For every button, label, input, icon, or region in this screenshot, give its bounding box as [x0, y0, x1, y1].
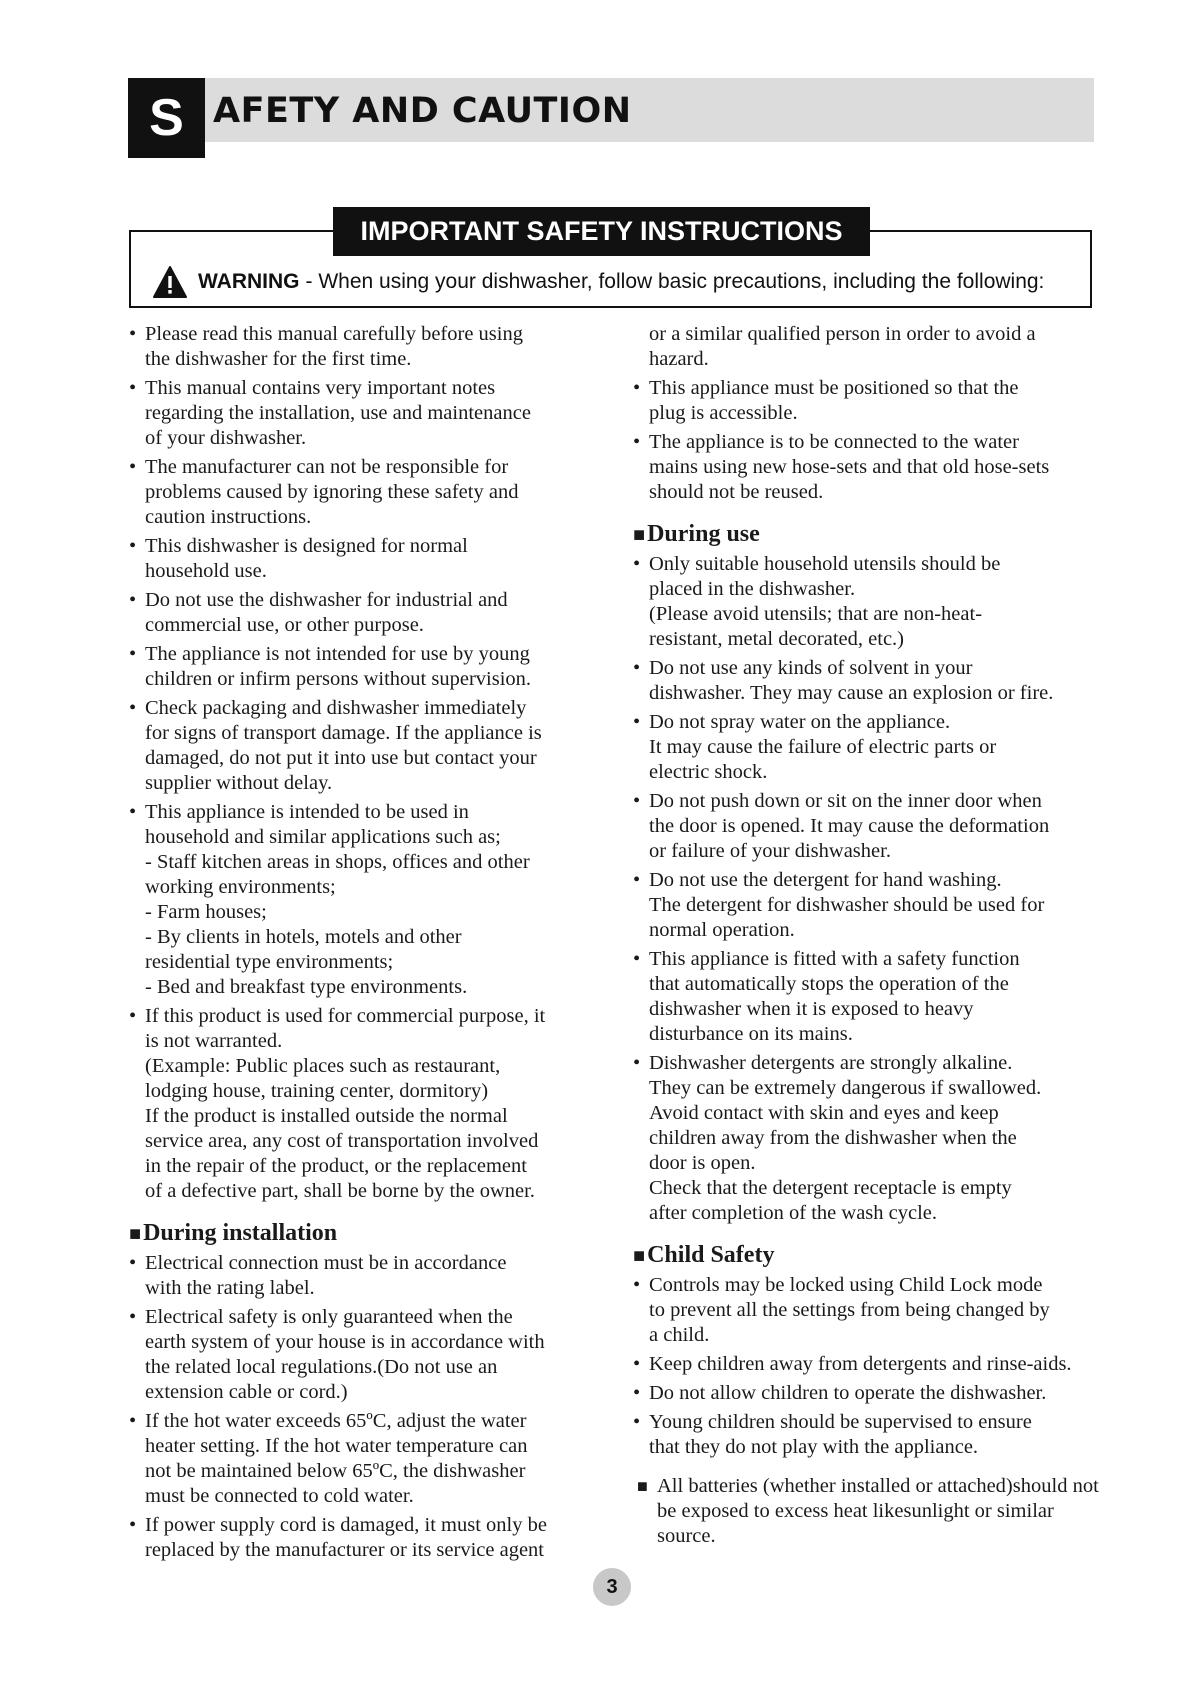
square-bullet-icon: ■: [633, 1245, 646, 1267]
sub-list-item: [145, 900, 601, 925]
bullet-dot-icon: •: [129, 456, 137, 478]
bullet-line: The appliance is not intended for use by young: [145, 643, 530, 665]
bullet-line: Check packaging and dishwasher immediately: [145, 697, 527, 719]
list-item: [633, 1352, 1103, 1377]
bullet-dot-icon: •: [633, 948, 641, 970]
warning-line: [152, 262, 1044, 302]
bullet-line: This dishwasher is designed for normal: [145, 535, 468, 557]
list-item: [129, 376, 601, 451]
bullet-line: or a similar qualified person in order to avoid a: [649, 323, 1036, 345]
list-item: [129, 1251, 601, 1301]
bullet-line: Do not spray water on the appliance.: [649, 711, 951, 733]
bullet-line: (Please avoid utensils; that are non-heat-: [649, 603, 983, 625]
bullet-dot-icon: •: [633, 657, 641, 679]
sub-list-item: [145, 850, 601, 900]
bullet-line: normal operation.: [649, 919, 795, 941]
bullet-line: should not be reused.: [649, 481, 824, 503]
bullet-line: supplier without delay.: [145, 772, 333, 794]
bullet-line: Do not allow children to operate the dishwasher.: [649, 1382, 1047, 1404]
continued-text: [633, 322, 1103, 372]
bullet-dot-icon: •: [129, 1514, 137, 1536]
installation-heading: ■During installation: [129, 1220, 338, 1246]
bullet-line: Check that the detergent receptacle is empty: [649, 1177, 1012, 1199]
bullet-line: commercial use, or other purpose.: [145, 614, 424, 636]
bullet-line: Electrical connection must be in accordance: [145, 1252, 507, 1274]
list-item: [129, 1409, 601, 1509]
bullet-line: regarding the installation, use and maintenance: [145, 402, 531, 424]
bullet-line: Do not use the dishwasher for industrial and: [145, 589, 508, 611]
bullet-line: that they do not play with the appliance.: [649, 1436, 979, 1458]
list-item: [129, 322, 601, 372]
bullet-line: This appliance must be positioned so that the: [649, 377, 1019, 399]
bullet-line: plug is accessible.: [649, 402, 798, 424]
list-item: [633, 376, 1103, 426]
bullet-line: dishwasher. They may cause an explosion or fire.: [649, 682, 1054, 704]
bullet-line: the door is opened. It may cause the deformation: [649, 815, 1050, 837]
bullet-dot-icon: •: [633, 1411, 641, 1433]
bullet-line: resistant, metal decorated, etc.): [649, 628, 904, 650]
bullet-line: replaced by the manufacturer or its service agent: [145, 1539, 544, 1561]
bullet-line: They can be extremely dangerous if swallowed.: [649, 1077, 1042, 1099]
bullet-line: All batteries (whether installed or attached): [657, 1475, 1013, 1497]
bullet-line: The manufacturer can not be responsible for: [145, 456, 509, 478]
page-number: 3: [593, 1568, 631, 1606]
list-item: [633, 710, 1103, 785]
bullet-dot-icon: •: [633, 377, 641, 399]
installation-list: [129, 1251, 601, 1563]
bullet-line: is not warranted.: [145, 1030, 283, 1052]
square-bullet-icon: ■: [633, 524, 646, 546]
bullet-line: Electrical safety is only guaranteed when the: [145, 1306, 513, 1328]
intended-use-bullet: [129, 800, 601, 1000]
warning-text: - When using your dishwasher, follow basic precautions, including the following:: [305, 270, 1045, 293]
bullet-dot-icon: •: [633, 553, 641, 575]
sub-list-line: working environments;: [145, 876, 336, 898]
bullet-dot-icon: •: [129, 377, 137, 399]
bullet-line: Keep children away from detergents and rinse-aids.: [649, 1353, 1072, 1375]
bullet-line: door is open.: [649, 1152, 756, 1174]
bullet-line: If this product is used for commercial purpose, it: [145, 1005, 546, 1027]
bullet-line: children or infirm persons without supervision.: [145, 668, 532, 690]
child-safety-heading: ■Child Safety: [633, 1242, 775, 1268]
bullet-line: household and similar applications such as;: [145, 826, 501, 848]
list-item: [633, 1381, 1103, 1406]
list-item: [129, 1513, 601, 1563]
bullet-line: The detergent for dishwasher should be used for: [649, 894, 1045, 916]
bullet-dot-icon: •: [129, 1252, 137, 1274]
bullet-line: mains using new hose-sets and that old hose-sets: [649, 456, 1050, 478]
list-item: [129, 588, 601, 638]
bullet-line: Young children should be supervised to ensure: [649, 1411, 1032, 1433]
use-list: [633, 552, 1103, 1226]
bullet-line: Only suitable household utensils should be: [649, 553, 1001, 575]
bullet-line: household use.: [145, 560, 267, 582]
bullet-dot-icon: •: [633, 1353, 641, 1375]
bullet-line: or failure of your dishwasher.: [649, 840, 891, 862]
box-title: IMPORTANT SAFETY INSTRUCTIONS: [333, 207, 870, 256]
bullet-line: should not be exposed to excess heat like: [657, 1475, 1099, 1522]
list-item: [633, 868, 1103, 943]
left-column: [129, 322, 601, 1567]
sub-list-item: [145, 975, 601, 1000]
list-item: [129, 1305, 601, 1405]
bullet-line: lodging house, training center, dormitory): [145, 1080, 489, 1102]
bullet-line: damaged, do not put it into use but contact your: [145, 747, 537, 769]
bullet-line: Dishwasher detergents are strongly alkaline.: [649, 1052, 1013, 1074]
list-item: [129, 642, 601, 692]
list-item: [129, 455, 601, 530]
bullet-line: The appliance is to be connected to the water: [649, 431, 1019, 453]
bullet-line: Controls may be locked using Child Lock mode: [649, 1274, 1043, 1296]
page-title: AFETY AND CAUTION: [213, 91, 632, 131]
list-item: [633, 430, 1103, 505]
bullet-dot-icon: •: [633, 1274, 641, 1296]
list-item: [129, 696, 601, 796]
bullet-dot-icon: •: [129, 535, 137, 557]
bullet-dot-icon: •: [129, 323, 137, 345]
bullet-dot-icon: •: [633, 790, 641, 812]
bullet-line: of your dishwasher.: [145, 427, 307, 449]
bullet-line: with the rating label.: [145, 1277, 315, 1299]
header-initial-letter: S: [128, 78, 205, 158]
bullet-line: not be maintained below 65ºC, the dishwasher: [145, 1460, 526, 1482]
bullet-line: This appliance is fitted with a safety function: [649, 948, 1020, 970]
bullet-line: This manual contains very important notes: [145, 377, 496, 399]
bullet-dot-icon: •: [633, 1052, 641, 1074]
bullet-line: It may cause the failure of electric parts or: [649, 736, 997, 758]
bullet-dot-icon: •: [633, 711, 641, 733]
bullet-line: that automatically stops the operation of the: [649, 973, 1009, 995]
bullet-line: If the hot water exceeds 65ºC, adjust the water: [145, 1410, 527, 1432]
child-safety-list: [633, 1273, 1103, 1460]
use-heading: ■During use: [633, 521, 760, 547]
bullet-line: extension cable or cord.): [145, 1381, 348, 1403]
bullet-line: (Example: Public places such as restaurant,: [145, 1055, 501, 1077]
bullet-line: to prevent all the settings from being changed by: [649, 1299, 1050, 1321]
bullet-dot-icon: •: [129, 801, 137, 823]
square-bullet-icon: ■: [637, 1476, 648, 1496]
bullet-line: If the product is installed outside the normal: [145, 1105, 508, 1127]
bullet-line: a child.: [649, 1324, 710, 1346]
sub-list-item: [145, 925, 601, 975]
bullet-dot-icon: •: [129, 589, 137, 611]
bullet-line: the dishwasher for the first time.: [145, 348, 412, 370]
right-column: [633, 322, 1103, 1549]
bullet-line: service area, any cost of transportation involved: [145, 1130, 539, 1152]
bullet-line: disturbance on its mains.: [649, 1023, 853, 1045]
bullet-dot-icon: •: [129, 1005, 137, 1027]
bullet-line: of a defective part, shall be borne by the owner.: [145, 1180, 535, 1202]
list-item: [633, 1273, 1103, 1348]
list-item: [633, 789, 1103, 864]
bullet-line: If power supply cord is damaged, it must only be: [145, 1514, 547, 1536]
bullet-line: placed in the dishwasher.: [649, 578, 856, 600]
list-item: [129, 534, 601, 584]
list-item: [633, 322, 1103, 372]
sub-list-line: - Bed and breakfast type environments.: [145, 976, 468, 998]
bullet-line: must be connected to cold water.: [145, 1485, 414, 1507]
warning-label: WARNING: [198, 270, 300, 293]
bullet-line: sunlight or similar source.: [657, 1500, 1054, 1547]
bullet-line: in the repair of the product, or the replacement: [145, 1155, 527, 1177]
list-item: [633, 1410, 1103, 1460]
bullet-line: heater setting. If the hot water temperature can: [145, 1435, 528, 1457]
bullet-line: This appliance is intended to be used in: [145, 801, 469, 823]
bullet-line: electric shock.: [649, 761, 768, 783]
bullet-dot-icon: •: [129, 1410, 137, 1432]
battery-note: [633, 1474, 1103, 1549]
sub-list-line: - Farm houses;: [145, 901, 267, 923]
bullet-line: earth system of your house is in accordance with: [145, 1331, 545, 1353]
sub-list-line: - Staff kitchen areas in shops, offices and other: [145, 851, 530, 873]
bullet-line: Do not push down or sit on the inner door when: [649, 790, 1042, 812]
square-bullet-icon: ■: [129, 1223, 142, 1245]
bullet-line: Do not use the detergent for hand washing.: [649, 869, 1002, 891]
bullet-line: Avoid contact with skin and eyes and keep: [649, 1102, 999, 1124]
sub-list-line: - By clients in hotels, motels and other: [145, 926, 462, 948]
bullet-line: Please read this manual carefully before using: [145, 323, 523, 345]
list-item: [633, 947, 1103, 1047]
bullet-dot-icon: •: [633, 869, 641, 891]
bullet-line: for signs of transport damage. If the appliance is: [145, 722, 542, 744]
bullet-line: problems caused by ignoring these safety and: [145, 481, 519, 503]
left-bullets: [129, 322, 601, 796]
warning-icon: [152, 265, 188, 299]
bullet-line: children away from the dishwasher when the: [649, 1127, 1017, 1149]
right-top-bullets: [633, 376, 1103, 505]
bullet-line: hazard.: [649, 348, 709, 370]
bullet-line: Do not use any kinds of solvent in your: [649, 657, 973, 679]
bullet-line: caution instructions.: [145, 506, 312, 528]
bullet-line: after completion of the wash cycle.: [649, 1202, 938, 1224]
commercial-use-bullet: [129, 1004, 601, 1204]
bullet-dot-icon: •: [129, 643, 137, 665]
list-item: [633, 552, 1103, 652]
list-item: [633, 1051, 1103, 1226]
bullet-line: dishwasher when it is exposed to heavy: [649, 998, 974, 1020]
bullet-dot-icon: •: [633, 431, 641, 453]
sub-list-line: residential type environments;: [145, 951, 394, 973]
bullet-dot-icon: •: [129, 1306, 137, 1328]
bullet-dot-icon: •: [129, 697, 137, 719]
bullet-dot-icon: •: [633, 1382, 641, 1404]
list-item: [633, 656, 1103, 706]
bullet-line: the related local regulations.(Do not use an: [145, 1356, 498, 1378]
